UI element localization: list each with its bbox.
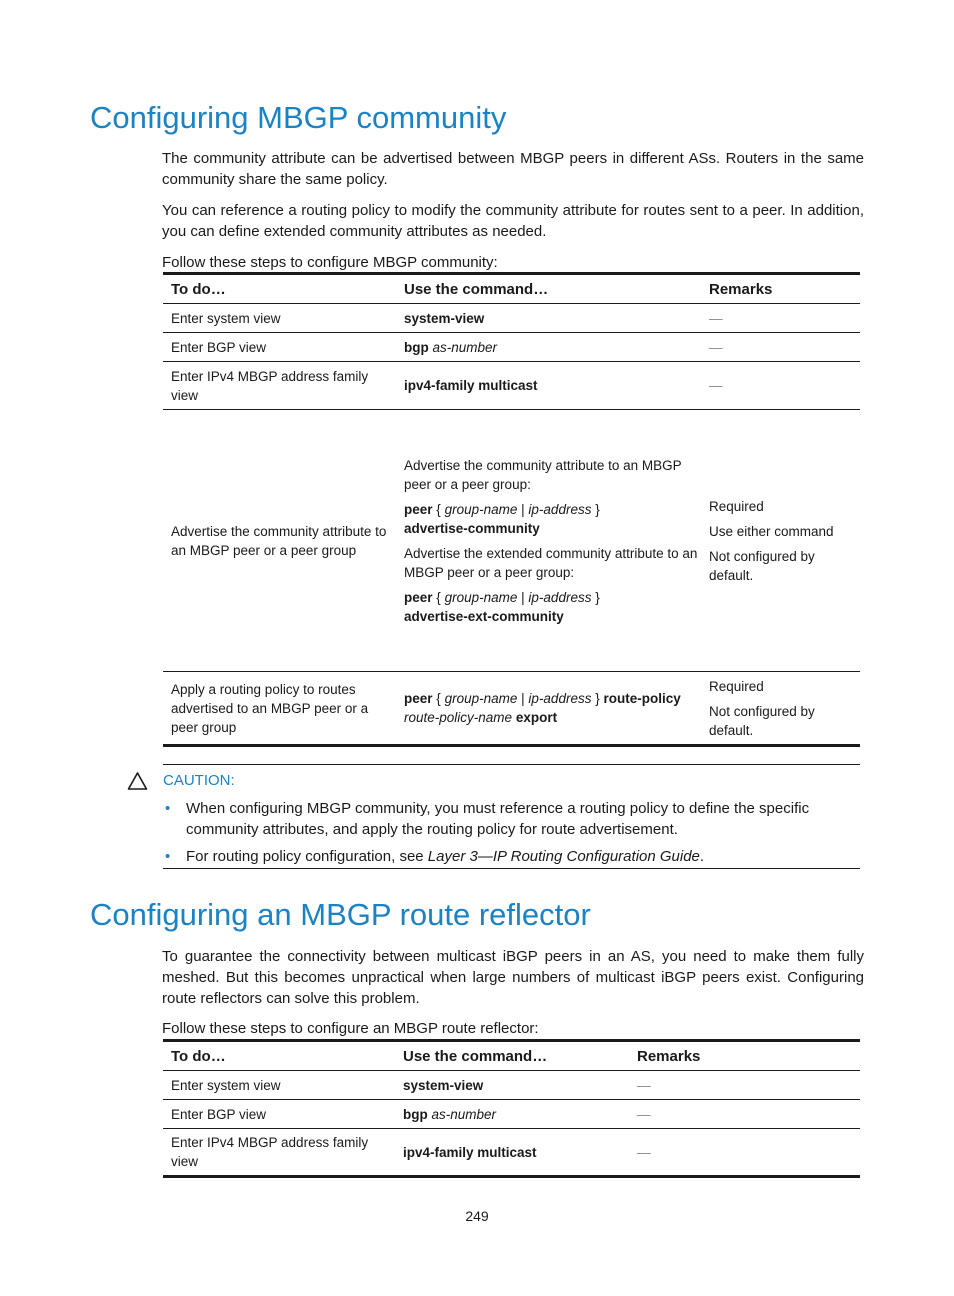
page-number: 249 bbox=[465, 1208, 489, 1224]
remark-cell bbox=[701, 672, 860, 746]
community-steps-table bbox=[163, 272, 860, 747]
command-cell bbox=[396, 333, 701, 362]
section-title-mbgp-community: Configuring MBGP community bbox=[90, 100, 507, 135]
table-row bbox=[163, 333, 860, 362]
command-cell bbox=[395, 1071, 629, 1100]
command-cell bbox=[396, 410, 701, 672]
col-header-command: Use the command… bbox=[396, 274, 701, 304]
table-row bbox=[163, 1071, 860, 1100]
remark-cell: — bbox=[629, 1100, 860, 1129]
todo-cell: Enter system view bbox=[163, 1071, 395, 1100]
warning-triangle-icon bbox=[127, 771, 148, 791]
todo-cell: Advertise the community attribute to an MBGP peer or a peer group bbox=[163, 410, 396, 672]
remark-cell: — bbox=[701, 362, 860, 410]
command-cell bbox=[396, 362, 701, 410]
todo-cell: Enter BGP view bbox=[163, 1100, 395, 1129]
command-syntax: peer { group-name | ip-address } advertise-community bbox=[404, 501, 600, 536]
col-header-remarks: Remarks bbox=[701, 274, 860, 304]
command-cell bbox=[395, 1129, 629, 1177]
table-row bbox=[163, 362, 860, 410]
command-syntax: peer { group-name | ip-address } advertise-ext-community bbox=[404, 589, 600, 624]
remark-either: Use either command bbox=[709, 523, 834, 539]
col-header-remarks: Remarks bbox=[629, 1041, 860, 1071]
community-intro-paragraph: The community attribute can be advertised between MBGP peers in different ASs. Routers in the same community share the same policy. bbox=[162, 150, 864, 188]
bullet-dot-icon: • bbox=[165, 800, 171, 817]
community-steps-lead: Follow these steps to configure MBGP community: bbox=[162, 254, 498, 271]
guide-reference: Layer 3—IP Routing Configuration Guide bbox=[427, 848, 700, 865]
command-argument: as-number bbox=[432, 339, 498, 355]
col-header-command: Use the command… bbox=[395, 1041, 629, 1071]
remark-cell: — bbox=[701, 304, 860, 333]
table-row bbox=[163, 410, 860, 672]
list-item: • For routing policy configuration, see Layer 3—IP Routing Configuration Guide. bbox=[165, 848, 705, 865]
remark-required: Required bbox=[709, 498, 764, 514]
reflector-intro-paragraph: To guarantee the connectivity between multicast iBGP peers in an AS, you need to make them fully meshed. But this becomes unpractical when large numbers of multicast iBGP peers exist. Configuring route reflectors can solve this problem. bbox=[162, 948, 864, 1007]
reflector-steps-table bbox=[163, 1039, 860, 1178]
todo-cell: Enter system view bbox=[163, 304, 396, 333]
table-row bbox=[163, 304, 860, 333]
command-description: Advertise the extended community attribute to an MBGP peer or a peer group: bbox=[404, 545, 698, 580]
table-row bbox=[163, 1129, 860, 1177]
command-cell bbox=[396, 304, 701, 333]
command-keyword: ipv4-family multicast bbox=[404, 378, 538, 393]
command-description: Advertise the community attribute to an MBGP peer or a peer group: bbox=[404, 457, 682, 492]
section-title-route-reflector: Configuring an MBGP route reflector bbox=[90, 897, 591, 932]
table-row bbox=[163, 672, 860, 746]
todo-cell: Apply a routing policy to routes advertised to an MBGP peer or a peer group bbox=[163, 672, 396, 746]
command-keyword: bgp bbox=[404, 339, 429, 355]
command-cell: peer { group-name | ip-address } route-policy route-policy-name export bbox=[396, 672, 701, 746]
list-item: • When configuring MBGP community, you must reference a routing policy to define the specific community attributes, and apply the routing policy for route advertisement. bbox=[165, 800, 810, 838]
todo-cell: Enter IPv4 MBGP address family view bbox=[163, 362, 396, 410]
remark-cell: — bbox=[629, 1071, 860, 1100]
todo-cell: Enter BGP view bbox=[163, 333, 396, 362]
col-header-todo: To do… bbox=[163, 1041, 395, 1071]
remark-default: Not configured by default. bbox=[709, 548, 815, 583]
reflector-steps-lead: Follow these steps to configure an MBGP route reflector: bbox=[162, 1020, 539, 1037]
remark-cell: — bbox=[701, 333, 860, 362]
command-argument: as-number bbox=[431, 1106, 497, 1122]
command-keyword: ipv4-family multicast bbox=[403, 1144, 537, 1160]
col-header-todo: To do… bbox=[163, 274, 396, 304]
remark-cell: — bbox=[629, 1129, 860, 1177]
command-keyword: system-view bbox=[403, 1077, 484, 1093]
command-keyword: bgp bbox=[403, 1106, 428, 1122]
remark-required: Required bbox=[709, 678, 764, 694]
bullet-dot-icon: • bbox=[165, 848, 171, 865]
command-cell bbox=[395, 1100, 629, 1129]
caution-top-rule bbox=[163, 764, 860, 765]
remark-cell bbox=[701, 410, 860, 672]
todo-cell: Enter IPv4 MBGP address family view bbox=[163, 1129, 395, 1177]
table-row bbox=[163, 1100, 860, 1129]
command-keyword: system-view bbox=[404, 310, 485, 326]
caution-list bbox=[163, 798, 843, 873]
remark-default: Not configured by default. bbox=[709, 703, 815, 738]
caution-label: CAUTION: bbox=[163, 772, 235, 789]
caution-bottom-rule bbox=[163, 868, 860, 869]
community-policy-paragraph: You can reference a routing policy to modify the community attribute for routes sent to a peer. In addition, you can define extended community attributes as needed. bbox=[162, 202, 864, 240]
